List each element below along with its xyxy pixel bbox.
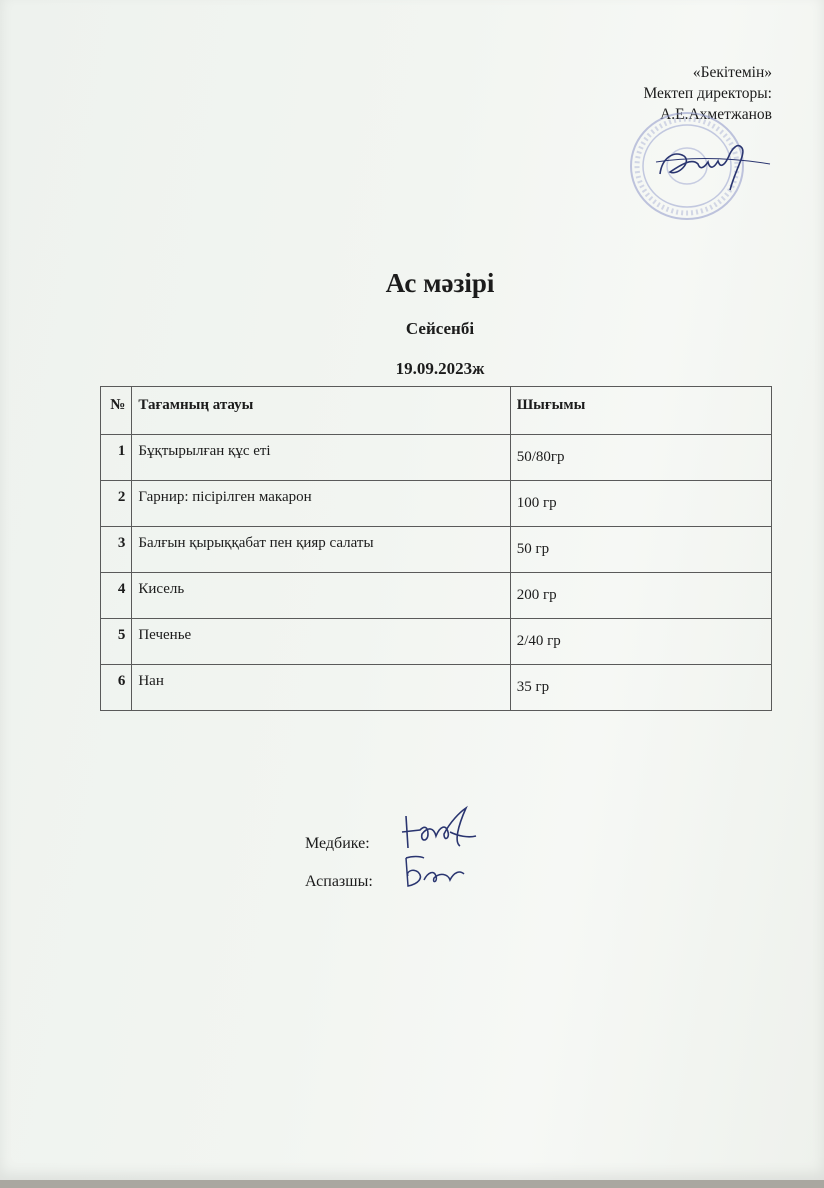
signature-block [305,825,373,901]
cook-label: Аспазшы: [305,873,373,890]
row-number: 2 [101,481,132,527]
dish-output: 200 гр [510,573,771,619]
approval-heading: «Бекітемін» [692,64,772,81]
dish-output: 50 гр [510,527,771,573]
table-surface [0,1180,824,1188]
dish-name: Бұқтырылған құс еті [132,435,510,481]
page-title: Ас мәзірі [385,268,495,298]
row-number: 3 [101,527,132,573]
table-row [101,619,772,665]
table-row [101,573,772,619]
dish-output: 35 гр [510,665,771,711]
table-header-row [101,387,772,435]
row-number: 4 [101,573,132,619]
table-row [101,435,772,481]
dish-name: Балғын қырыққабат пен қияр салаты [132,527,510,573]
header-number: № [101,387,132,435]
header-dish-name: Тағамның атауы [132,387,510,435]
dish-name: Печенье [132,619,510,665]
header-output: Шығымы [510,387,771,435]
dish-output: 2/40 гр [510,619,771,665]
table-row [101,481,772,527]
menu-date: 19.09.2023ж [395,359,485,378]
row-number: 6 [101,665,132,711]
approval-position: Мектеп директоры: [643,85,772,102]
approval-name: А.Е.Ахметжанов [660,106,772,123]
day-of-week: Сейсенбі [405,319,475,338]
nurse-signature [398,802,480,858]
dish-output: 100 гр [510,481,771,527]
dish-name: Нан [132,665,510,711]
dish-name: Гарнир: пісірілген макарон [132,481,510,527]
director-signature [652,128,772,198]
dish-output: 50/80гр [510,435,771,481]
cook-signature [398,852,468,892]
dish-name: Кисель [132,573,510,619]
row-number: 5 [101,619,132,665]
menu-table [100,386,772,711]
table-row [101,665,772,711]
table-row [101,527,772,573]
row-number: 1 [101,435,132,481]
nurse-label: Медбике: [305,835,370,852]
